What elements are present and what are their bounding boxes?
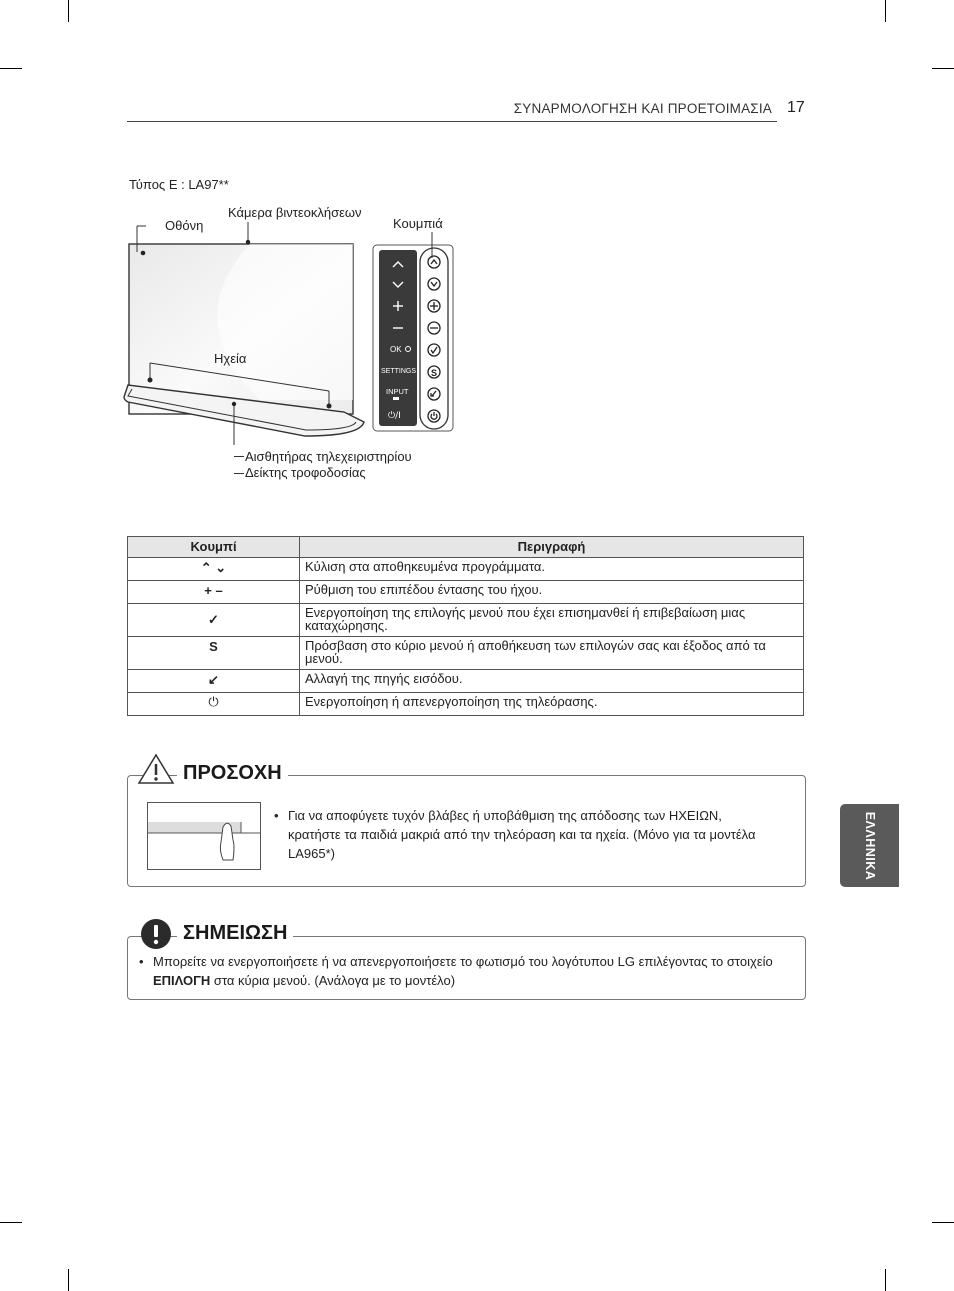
crop-mark [68,1269,69,1291]
caution-title: ΠΡΟΣΟΧΗ [177,762,288,785]
table-row [128,581,804,604]
desc-cell: Κύλιση στα αποθηκευμένα προγράμματα. [300,558,804,581]
crop-mark [68,0,69,22]
crop-mark [932,68,954,69]
svg-text:⏻/I: ⏻/I [388,411,401,421]
header-rule [127,121,777,122]
table-row [128,637,804,670]
crop-mark [0,68,22,69]
svg-text:OK: OK [390,345,402,354]
crop-mark [885,1269,886,1291]
label-screen: Οθόνη [165,218,204,233]
table-header [128,537,804,558]
leader-line [234,456,244,457]
svg-text:S: S [431,368,438,378]
crop-mark [885,0,886,22]
warning-icon [136,752,176,786]
crop-mark [932,1222,954,1223]
note-icon [140,918,172,950]
note-title: ΣΗΜΕΙΩΣΗ [177,922,293,945]
desc-cell: Πρόσβαση στο κύριο μενού ή αποθήκευση των επιλογών σας και έξοδος από τα μενού. [300,637,804,670]
key-volume: + – [128,581,300,604]
caution-illustration [147,802,261,870]
desc-cell: Ρύθμιση του επιπέδου έντασης του ήχου. [300,581,804,604]
label-speakers: Ηχεία [214,351,247,366]
caution-body: Για να αποφύγετε τυχόν βλάβες ή υποβάθμιση της απόδοσης των ΗΧΕΙΩΝ, κρατήστε τα παιδιά μακριά από την τηλεόραση και τα ηχεία. (Μόνο για τα μοντέλα LA965*) [288,808,756,861]
button-table [127,536,804,716]
desc-cell: Ενεργοποίηση της επιλογής μενού που έχει επισημανθεί ή επιβεβαίωση μιας καταχώρησης. [300,604,804,637]
desc-cell: Αλλαγή της πηγής εισόδου. [300,670,804,693]
col-description: Περιγραφή [300,537,804,558]
label-buttons: Κουμπιά [393,216,443,231]
tv-diagram [120,200,460,445]
language-tab-label: ΕΛΛΗΝΙΚΑ [862,811,877,880]
table-row [128,604,804,637]
note-text-part: στα κύρια μενού. (Ανάλογα με το μοντέλο) [210,973,456,988]
bullet: • [139,954,144,969]
note-text-part: Μπορείτε να ενεργοποιήσετε ή να απενεργοποιήσετε το φωτισμό του λογότυπου LG επιλέγοντας το στοιχείο [153,954,773,969]
key-input: ↙ [128,670,300,693]
col-button: Κουμπί [128,537,300,558]
key-ok: ✓ [128,604,300,637]
svg-text:SETTINGS: SETTINGS [381,368,417,375]
note-text [139,952,779,990]
label-sensor: Αισθητήρας τηλεχειριστηρίου [245,449,412,464]
table-row [128,670,804,693]
key-power: ⏻ [128,693,300,716]
desc-cell: Ενεργοποίηση ή απενεργοποίηση της τηλεόρασης. [300,693,804,716]
svg-text:INPUT: INPUT [386,387,409,396]
model-type: Τύπος E : LA97** [129,177,229,192]
label-camera: Κάμερα βιντεοκλήσεων [228,205,362,220]
key-settings: S [128,637,300,670]
crop-mark [0,1222,22,1223]
note-body [139,952,779,990]
language-tab [840,804,899,887]
label-power-indicator: Δείκτης τροφοδοσίας [245,465,366,480]
page-number: 17 [787,99,805,116]
key-updown: ⌃ ⌄ [128,558,300,581]
leader-line [234,473,244,474]
note-text-bold: ΕΠΙΛΟΓΗ [153,973,211,988]
table-row [128,558,804,581]
table-row [128,693,804,716]
caution-text [276,806,776,863]
bullet: • [274,808,279,823]
section-header: ΣΥΝΑΡΜΟΛΟΓΗΣΗ ΚΑΙ ΠΡΟΕΤΟΙΜΑΣΙΑ [513,101,772,116]
